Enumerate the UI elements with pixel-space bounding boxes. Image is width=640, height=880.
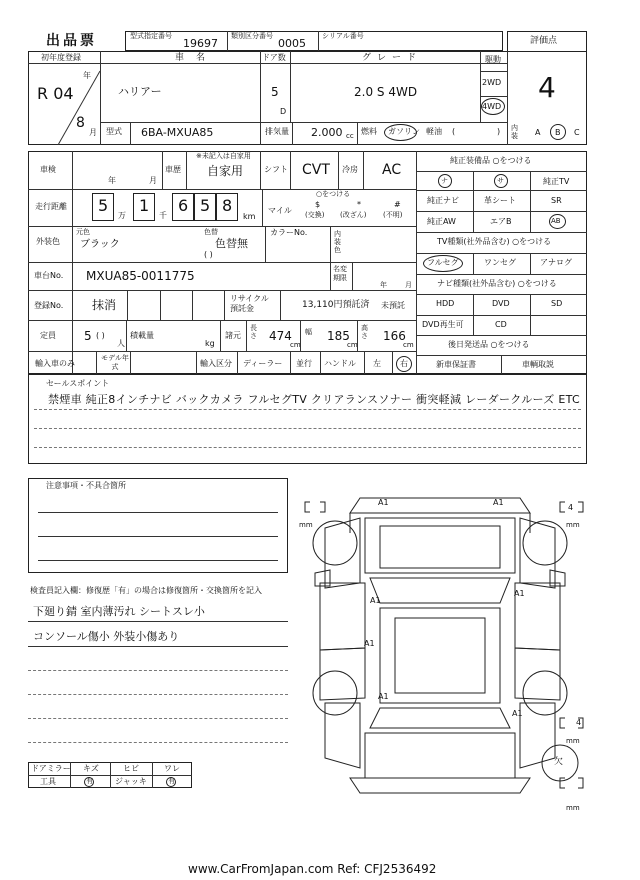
missing-mark: 欠 <box>554 757 564 767</box>
interior-c: C <box>574 128 580 137</box>
car-damage-diagram <box>290 478 590 818</box>
tv-fullseg: フルセグ <box>427 258 459 267</box>
equipment-title: 純正装備品 ○をつける <box>450 156 532 165</box>
first-reg-month-unit: 月 <box>89 128 97 137</box>
mileage-unit: km <box>243 212 256 221</box>
fuel-alt-label: 軽油 <box>426 127 442 136</box>
legend-scratch: キズ <box>83 764 99 773</box>
legend-jack: ジャッキ <box>115 777 147 786</box>
first-reg-diagonal <box>28 63 100 145</box>
load-unit: kg <box>205 339 215 348</box>
exterior-orig-value: ブラック <box>80 239 120 250</box>
import-dealer: ディーラー <box>243 359 283 368</box>
legend-tools-have: 有 <box>86 777 93 785</box>
later-manual: 車輌取説 <box>522 360 554 369</box>
import-label: 輸入車のみ <box>35 359 75 368</box>
equip-navi: 純正ナビ <box>427 196 459 205</box>
mm-rear-right: mm <box>566 737 580 745</box>
equip-airbag: エアB <box>490 217 512 226</box>
nav-sd: SD <box>551 299 563 308</box>
doors-suffix: D <box>280 107 287 116</box>
exterior-change-value: 色替無 <box>215 237 248 250</box>
sales-label: セールスポイント <box>46 379 110 388</box>
first-reg-era: R 04 <box>37 84 74 103</box>
damage-a1-right-door: A1 <box>514 589 525 598</box>
equip-aw: 純正AW <box>427 217 456 226</box>
tv-analog: アナログ <box>540 258 572 267</box>
displacement-unit: cc <box>346 132 354 140</box>
nav-cd: CD <box>495 320 507 329</box>
doors-label: ドア数 <box>262 53 286 62</box>
displacement-value: 2.000 <box>311 126 343 139</box>
handle-right-circle <box>396 356 412 372</box>
capacity-label: 定員 <box>40 331 56 340</box>
notes-box <box>28 478 288 573</box>
mm-front-left: mm <box>299 521 313 529</box>
width-value: 185 <box>327 329 350 343</box>
dimensions-label: 諸元 <box>225 331 241 340</box>
score-label: 評価点 <box>530 36 558 46</box>
drive-label: 駆動 <box>485 55 501 64</box>
serial-label: シリアル番号 <box>322 32 364 40</box>
drive-4wd-circle <box>481 98 505 115</box>
page-title: 出品票 <box>46 33 97 49</box>
equip-sr-mark: サ <box>497 177 504 185</box>
legend-crack: ヒビ <box>123 764 139 773</box>
category-label: 類別区分番号 <box>231 32 273 40</box>
doors-value: 5 <box>271 85 279 99</box>
inspector-label: 検査員記入欄：修復歴「有」の場合は修復箇所・交換箇所を記入 <box>30 586 262 595</box>
damage-a1-rear-left: A1 <box>378 692 389 701</box>
equip-tv: 純正TV <box>543 177 570 186</box>
interior-color-label: 内装色 <box>334 230 341 254</box>
fuel-circle <box>384 124 417 141</box>
exterior-change-label: 色替 <box>204 228 218 236</box>
grade-value: 2.0 S 4WD <box>354 85 418 99</box>
mileage-d4: 5 <box>200 196 211 215</box>
mileage-altered: (改ざん) <box>340 211 367 219</box>
car-name-label: 車名 <box>175 53 218 63</box>
mileage-u2: 千 <box>159 211 167 220</box>
exterior-orig-label: 元色 <box>76 228 90 236</box>
inspection-label: 車検 <box>40 165 56 174</box>
grade-label: グレード <box>362 53 423 63</box>
mileage-label: 走行距離 <box>35 202 67 211</box>
first-reg-year-unit: 年 <box>83 71 91 80</box>
car-name-value: ハリアー <box>118 85 162 98</box>
mileage-u1: 万 <box>118 211 126 220</box>
registration-value: 抹消 <box>92 298 117 312</box>
ac-label: 冷房 <box>342 165 358 174</box>
nav-title: ナビ種類(社外品含む) ○をつける <box>437 279 557 288</box>
shift-label: シフト <box>264 165 288 174</box>
import-model-year: モデル年式 <box>101 354 129 371</box>
tire-right-value: 4 <box>568 503 574 512</box>
mileage-exchange: (交換) <box>305 211 325 219</box>
equip-ab: AB <box>551 217 561 225</box>
nav-dvd: DVD <box>492 299 510 308</box>
chassis-value: MXUA85-0011775 <box>86 269 195 283</box>
mileage-unknown: (不明) <box>383 211 403 219</box>
history-value: 自家用 <box>207 164 244 178</box>
tv-title: TV種類(社外品含む) ○をつける <box>437 237 552 246</box>
nav-hdd: HDD <box>436 299 455 308</box>
load-label: 積載量 <box>130 331 154 340</box>
mileage-d5: 8 <box>222 196 233 215</box>
later-title: 後日発送品 ○をつける <box>448 340 530 349</box>
import-section-label: 輸入区分 <box>200 359 232 368</box>
sales-text: 禁煙車 純正8インチナビ バックカメラ フルセグTV クリアランスソナー 衝突軽減 レーダークルーズ ETC <box>48 393 580 406</box>
equip-sunroof: SR <box>551 196 562 205</box>
chassis-label: 車台No. <box>34 271 64 280</box>
model-cert-label: 型式指定番号 <box>130 32 172 40</box>
exterior-label: 外装色 <box>36 237 60 246</box>
legend-mirror: ドアミラー <box>31 764 71 773</box>
height-value: 166 <box>383 329 406 343</box>
name-change-label: 名変期限 <box>333 265 347 282</box>
interior-b-circle <box>550 124 566 140</box>
interior-a: A <box>535 128 541 137</box>
damage-a1-left-door: A1 <box>370 596 381 605</box>
header-cert-box <box>125 31 503 51</box>
recycle-unpaid: 未預託 <box>381 301 405 310</box>
import-parallel: 並行 <box>296 359 312 368</box>
inspection-year: 年 <box>108 176 116 185</box>
mileage-d1: 5 <box>98 196 109 215</box>
mm-front-right: mm <box>566 521 580 529</box>
length-value: 474 <box>269 329 292 343</box>
shift-value: CVT <box>302 162 330 178</box>
later-warranty: 新車保証書 <box>436 360 476 369</box>
displacement-label: 排気量 <box>265 127 289 136</box>
equip-navi-mark: ナ <box>441 177 448 185</box>
tire-left-value: 4 <box>576 718 582 727</box>
mileage-d3: 6 <box>178 196 189 215</box>
notes-label: 注意事項・不具合箇所 <box>46 481 126 490</box>
handle-right: 右 <box>400 359 408 368</box>
fuel-alt-value: ( <box>452 127 456 136</box>
model-label: 型式 <box>106 127 122 136</box>
damage-a1-front: A1 <box>378 498 389 507</box>
model-cert-value: 19697 <box>183 37 218 50</box>
sales-point-box <box>28 374 587 464</box>
inspector-line2: コンソール傷小 外装小傷あり <box>33 630 180 643</box>
handle-label: ハンドル <box>324 359 356 368</box>
history-label: 車歴 <box>165 165 181 174</box>
equip-leather: 革シート <box>484 196 516 205</box>
recycle-value: 13,110円預託済 <box>302 300 370 310</box>
history-note: ※未記入は自家用 <box>196 152 251 160</box>
legend-jack-have: 有 <box>168 777 175 785</box>
interior-b: B <box>555 128 561 137</box>
inspection-month: 月 <box>149 176 157 185</box>
category-value: 0005 <box>278 37 306 50</box>
fuel-value: ガソリン <box>388 127 420 136</box>
capacity-value: 5 <box>84 329 92 343</box>
damage-a1-rear-right: A1 <box>512 709 523 718</box>
footer-ref: www.CarFromJapan.com Ref: CFJ2536492 <box>188 862 437 876</box>
registration-label: 登録No. <box>34 301 64 310</box>
first-reg-month: 8 <box>76 115 85 131</box>
mile-label: マイル <box>268 206 292 215</box>
inspector-line1: 下廻り錆 室内薄汚れ シートスレ小 <box>33 605 205 618</box>
handle-left: 左 <box>373 359 381 368</box>
tv-oneseg: ワンセグ <box>484 258 516 267</box>
damage-a1-left-rear: A1 <box>364 639 375 648</box>
damage-a1-front-right: A1 <box>493 498 504 507</box>
fuel-label: 燃料 <box>361 127 377 136</box>
recycle-label: リサイクル預託金 <box>230 294 269 313</box>
drive-2wd: 2WD <box>482 78 502 87</box>
capacity-unit: 人 <box>117 339 125 348</box>
drive-4wd: 4WD <box>482 102 502 111</box>
mileage-d2: 1 <box>139 196 150 215</box>
first-reg-label: 初年度登録 <box>41 53 81 62</box>
mm-spare: mm <box>566 804 580 812</box>
ac-value: AC <box>382 162 402 178</box>
model-value: 6BA-MXUA85 <box>141 126 214 139</box>
nav-dvd-play: DVD再生可 <box>422 320 464 329</box>
score-value: 4 <box>538 71 556 104</box>
legend-tools: 工具 <box>40 777 56 786</box>
legend-break: ワレ <box>164 764 180 773</box>
color-no-label: カラーNo. <box>270 228 308 237</box>
interior-label: 内装 <box>511 124 518 140</box>
mileage-circle-note: ○をつける <box>316 190 351 198</box>
